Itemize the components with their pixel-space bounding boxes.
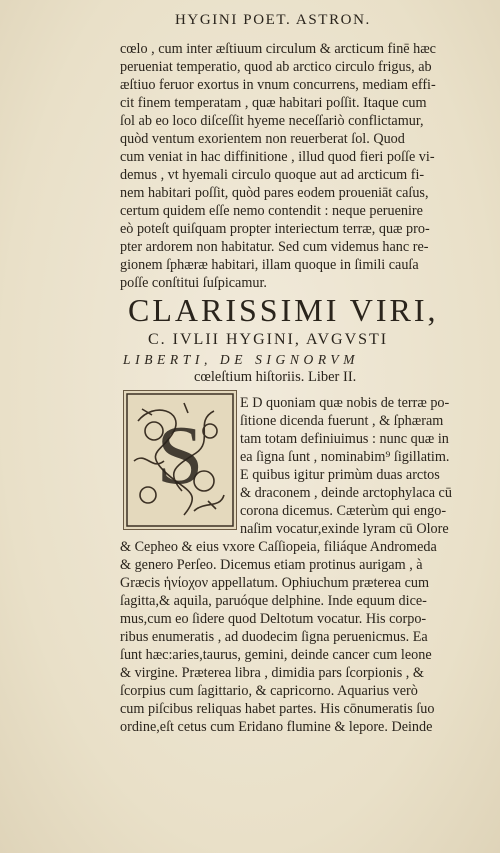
text-line: nem habitari poſſit, quòd pares eodem proueniāt caſus, [120,185,429,201]
text-line: cum veniat in hac diffinitione , illud quod fieri poſſe vi- [120,149,435,165]
text-line: ordine,eſt cetus cum Eridano flumine & lepore. Deinde [120,719,433,735]
running-head: HYGINI POET. ASTRON. [175,12,371,28]
text-line: ſunt hæc:aries,taurus, gemini, deinde cancer cum leone [120,647,432,663]
text-line: quòd ventum exorientem non reuerberat ſol. Quod [120,131,405,147]
text-line: gionem ſphæræ habitari, illam quoque in ſimili cauſa [120,257,419,273]
section-subtitle: C. IVLII HYGINI, AVGVSTI [148,331,389,348]
text-line: æſtiuo feruor exortus in vnum concurrens, mediam effi- [120,77,436,93]
svg-text:S: S [156,409,204,502]
text-line: ſitione dicenda fuerunt , & ſphæram [240,413,444,429]
text-line: naſim vocatur,exinde lyram cū Olore [240,521,449,537]
text-line: cit finem temperatam , quæ habitari poſſit. Itaque cum [120,95,427,111]
text-line: tam totam definiuimus : nunc quæ in [240,431,449,447]
text-line: eò poteſt quiſquam propter interiectum terræ, quæ pro- [120,221,430,237]
text-line: & Cepheo & eius vxore Caſſiopeia, filiáque Andromeda [120,539,437,555]
text-line: & genero Perſeo. Dicemus etiam protinus aurigam , à [120,557,423,573]
text-line: & draconem , deinde arctophylaca cū [240,485,452,501]
text-line: Græcis ἡνίοχον appellatum. Ophiuchum præterea cum [120,575,430,591]
text-line: cœlo , cum inter æſtiuum circulum & arcticum finē hæc [120,41,436,57]
text-line: perueniat temperatio, quod ab arctico circulo frigus, ab [120,59,432,75]
text-line: poſſe conſtitui ſuſpicamur. [120,275,267,291]
ornament-initial-s-icon [124,391,236,529]
text-line: ſol ab eo loco diſceſſit hyeme neceſſariò conflictamur, [120,113,424,129]
text-line: mus,cum eo ſidere quod Deltotum vocatur. His corpo- [120,611,427,627]
text-line: & virgine. Præterea libra , dimidia pars ſcorpionis , & [120,665,424,681]
section-title: CLARISSIMI VIRI, [128,292,439,328]
book-label: cœleſtium hiſtoriis. Liber II. [194,369,357,385]
text-line: certum quidem eſſe nemo contendit : neque peruenire [120,203,423,219]
text-line: ribus enumeratis , ad duodecim ſigna peruenicmus. Ea [120,629,428,645]
text-line: ea ſigna ſunt , nominabim⁹ ſigillatim. [240,449,450,465]
section-subtitle: LIBERTI, DE SIGNORVM [123,352,360,367]
text-line: ſcorpius cum ſagittario, & capricorno. Aquarius verò [120,683,418,699]
text-line: corona dicemus. Cæterùm qui engo- [240,503,447,519]
text-line: cum piſcibus reliquas habet partes. His cōnumeratis ſuo [120,701,435,717]
text-line: demus , vt hyemali circulo quoque aut ad arcticum fi- [120,167,425,183]
decorated-initial [123,390,237,530]
text-line: E D quoniam quæ nobis de terræ po- [240,395,450,411]
text-line: pter ardorem non habitatur. Sed cum videmus hanc re- [120,239,429,255]
text-line: ſagitta,& aquila, paruóque delphine. Inde equum dice- [120,593,427,609]
text-line: E quibus igitur primùm duas arctos [240,467,440,483]
